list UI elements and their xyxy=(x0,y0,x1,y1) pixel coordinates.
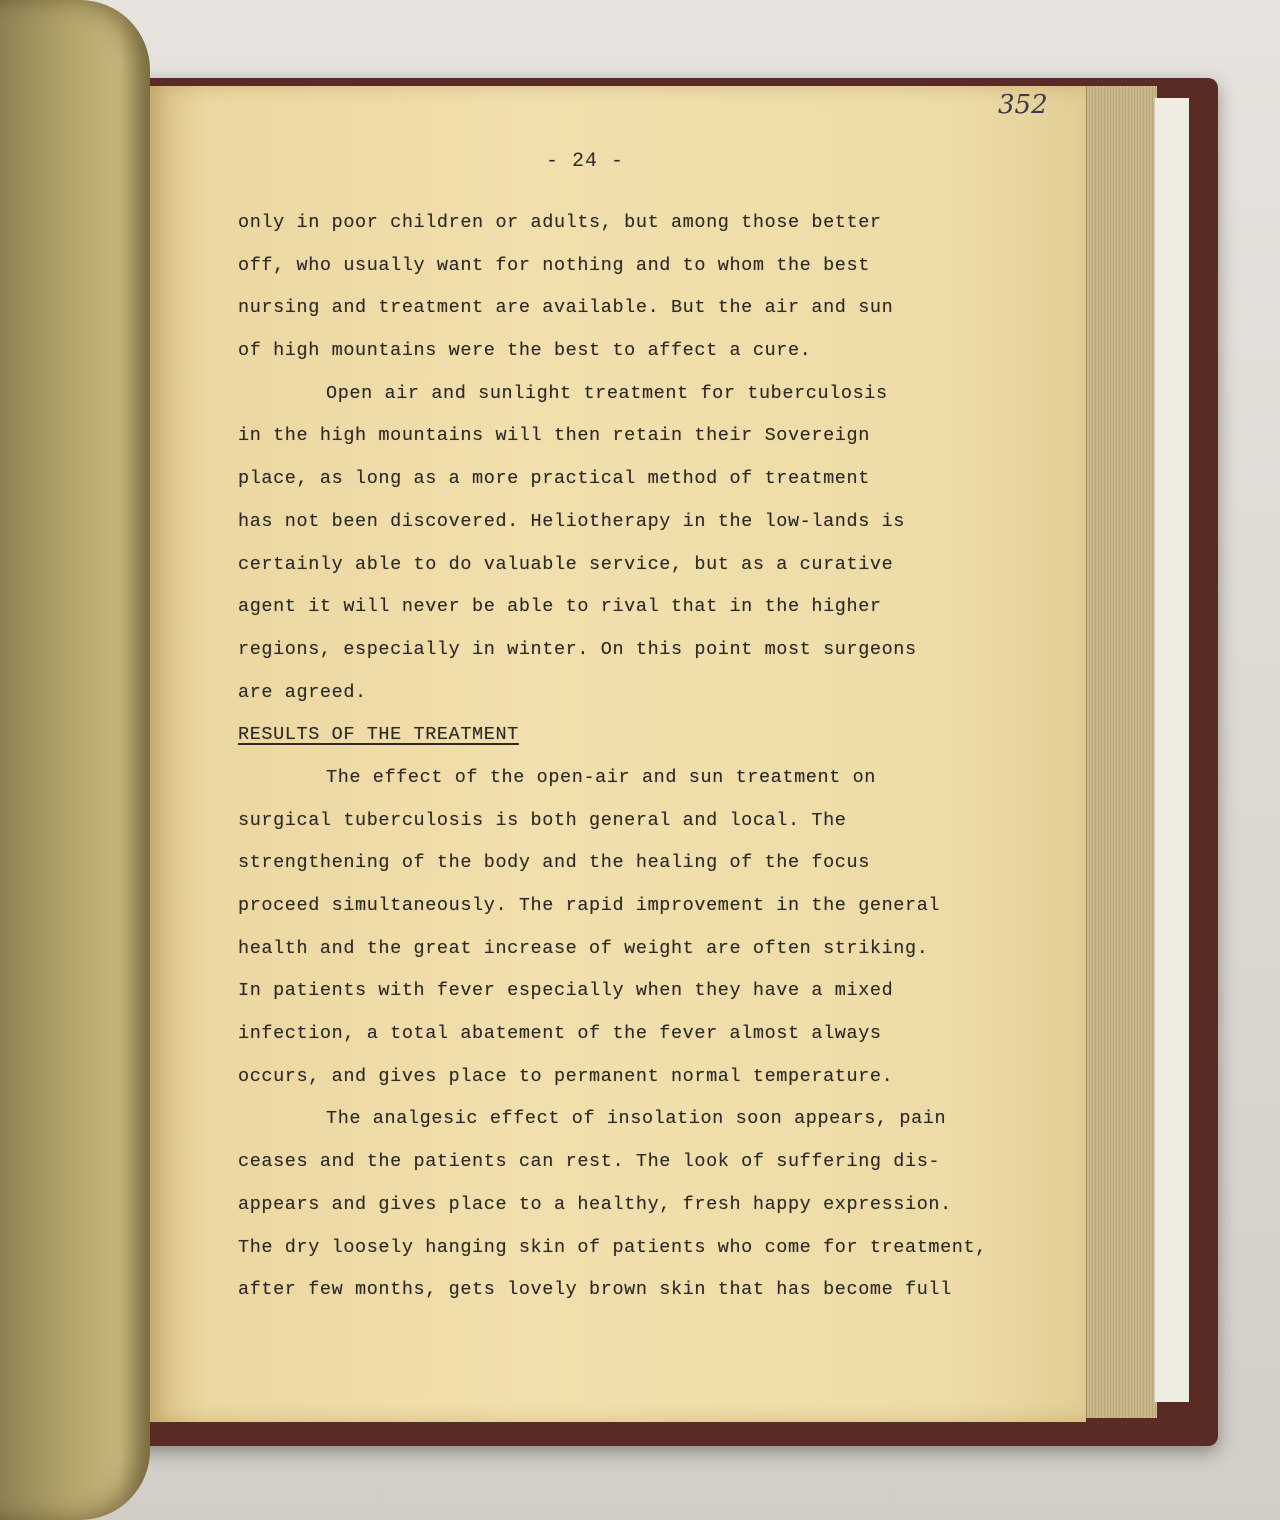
left-page-curl xyxy=(0,0,150,1520)
text-line: Open air and sunlight treatment for tuberculosis xyxy=(326,382,888,404)
text-line: nursing and treatment are available. But the air and sun xyxy=(238,297,894,319)
page-edges xyxy=(1086,86,1157,1418)
text-line: proceed simultaneously. The rapid improvement in the general xyxy=(238,895,941,916)
text-line: The effect of the open-air and sun treatment on xyxy=(326,766,876,788)
text-line: regions, especially in winter. On this point most surgeons xyxy=(238,638,917,660)
text-line: only in poor children or adults, but among those better xyxy=(238,212,882,233)
text-line: health and the great increase of weight are often striking. xyxy=(238,937,929,959)
text-line: ceases and the patients can rest. The look of suffering dis- xyxy=(238,1151,941,1173)
text-line: are agreed. xyxy=(238,681,367,703)
text-line: certainly able to do valuable service, but as a curative xyxy=(238,553,894,575)
text-line: has not been discovered. Heliotherapy in the low-lands is xyxy=(238,510,906,532)
text-line: agent it will never be able to rival that in the higher xyxy=(238,596,882,618)
typed-page xyxy=(150,86,1086,1422)
text-line: The dry loosely hanging skin of patients who come for treatment, xyxy=(238,1236,987,1258)
text-line: surgical tuberculosis is both general and local. The xyxy=(238,809,847,831)
text-line: appears and gives place to a healthy, fresh happy expression. xyxy=(238,1193,952,1215)
page-body xyxy=(238,202,1038,1312)
text-line: infection, a total abatement of the fever almost always xyxy=(238,1023,882,1045)
text-line: after few months, gets lovely brown skin that has become full xyxy=(238,1279,952,1301)
handwritten-folio-number: 352 xyxy=(998,90,1048,120)
text-line: off, who usually want for nothing and to whom the best xyxy=(238,254,870,276)
text-line: The analgesic effect of insolation soon appears, pain xyxy=(326,1108,947,1130)
section-heading: RESULTS OF THE TREATMENT xyxy=(238,724,519,746)
endpaper xyxy=(1154,98,1189,1402)
text-line: of high mountains were the best to affect a cure. xyxy=(238,340,812,362)
text-line: in the high mountains will then retain their Sovereign xyxy=(238,425,870,447)
page-number: - 24 - xyxy=(545,150,624,173)
text-line: strengthening of the body and the healing of the focus xyxy=(238,852,870,874)
text-line: In patients with fever especially when they have a mixed xyxy=(238,980,894,1002)
text-line: place, as long as a more practical method of treatment xyxy=(238,468,870,490)
text-line: occurs, and gives place to permanent normal temperature. xyxy=(238,1065,894,1087)
